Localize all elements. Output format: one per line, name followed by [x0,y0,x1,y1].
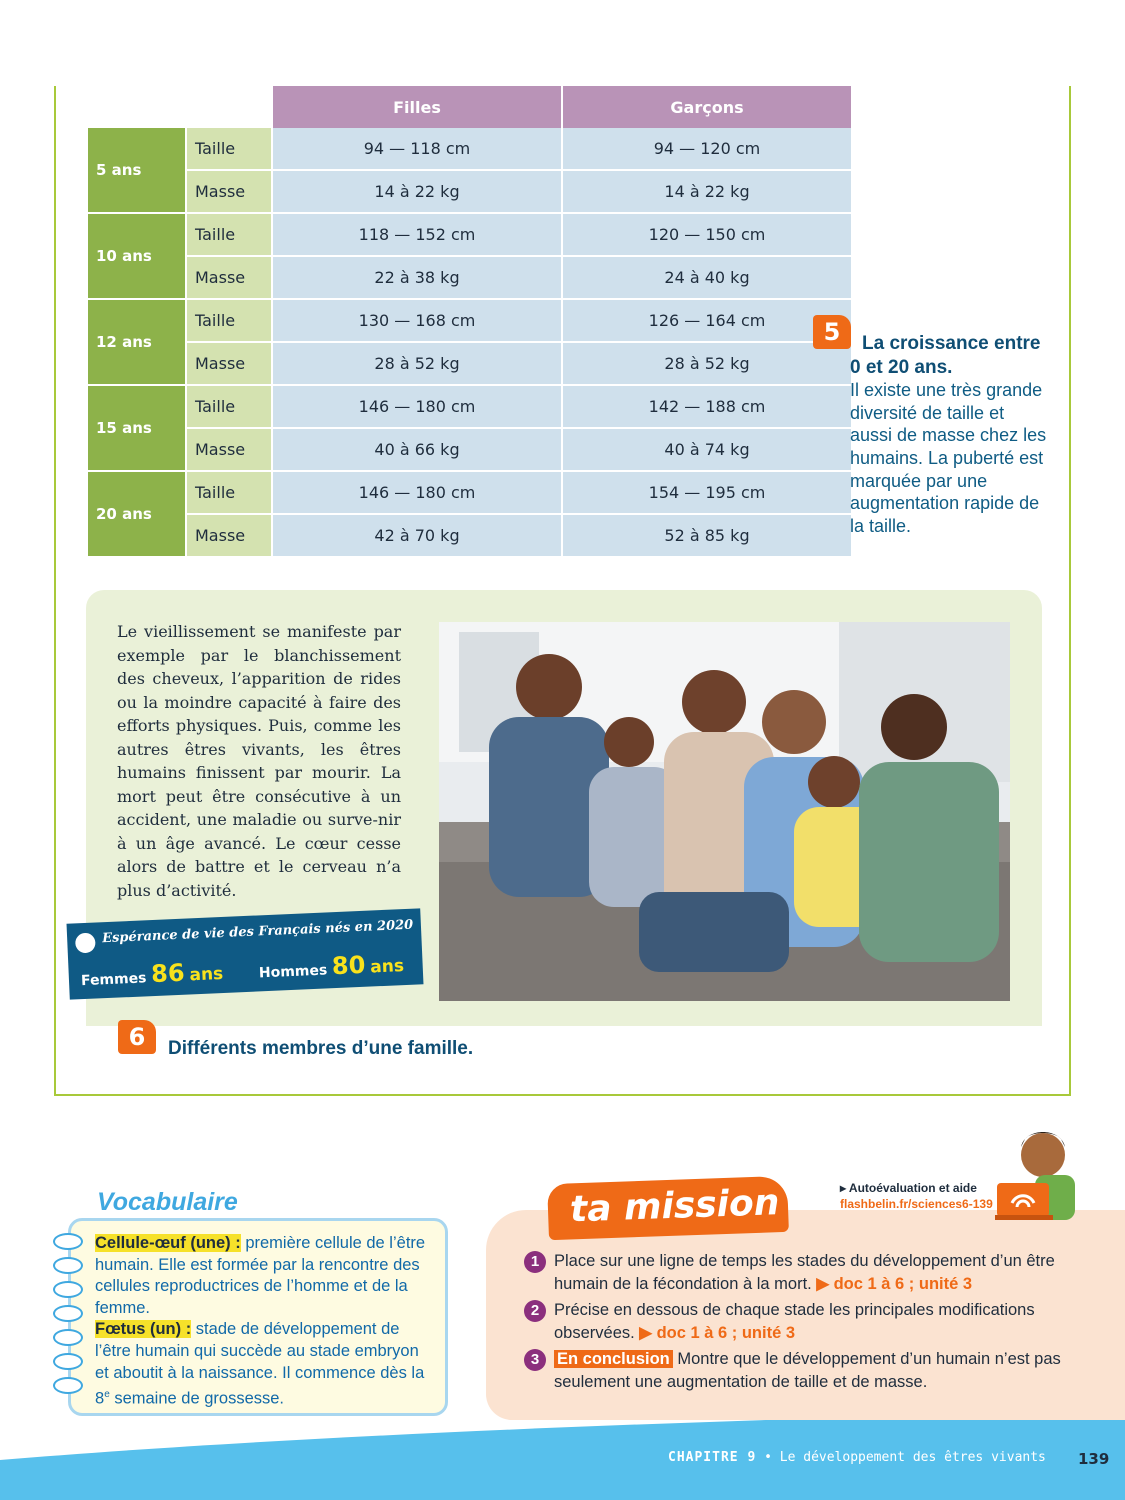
metric-label: Masse [187,429,271,472]
metric-label: Taille [187,214,271,257]
doc5-text: Il existe une très grande diversité de taille et aussi de masse chez les humains. La puberté est marquée par une augmentation rapide de la taille. [850,380,1047,536]
vocab-definition: première cellule de l’être humain. Elle est formée par la rencontre des cellules reproductrices de l’homme et de la femme. [95,1234,426,1317]
table-row [88,429,851,472]
mission-title-badge [547,1176,789,1240]
table-row [88,515,851,558]
growth-table [86,86,853,558]
value-cell: 120 — 150 cm [563,214,851,257]
value-cell: 42 à 70 kg [273,515,561,558]
metric-label: Masse [187,515,271,558]
vocab-term: Cellule-œuf (une) : [95,1234,241,1252]
women-unit: ans [189,963,224,986]
table-row [88,257,851,300]
doc-number-badge: 6 [118,1020,156,1054]
autoevaluation-label: ▸ Autoévaluation et aide [840,1181,977,1195]
vocab-box [68,1218,448,1416]
table-row [88,300,851,343]
mission-item-text: Précise en dessous de chaque stade les principales modifications observées. [554,1301,1035,1342]
value-cell: 94 — 120 cm [563,128,851,171]
autoevaluation [840,1180,993,1212]
footer-title: Le développement des êtres vivants [779,1450,1046,1465]
metric-label: Taille [187,300,271,343]
value-cell: 126 — 164 cm [563,300,851,343]
vocab-definition: stade de développement de l’être humain qui succède au stade embryon et aboutit à la naissance. Il commence dès la 8 [95,1320,425,1408]
men-unit: ans [369,956,405,978]
value-cell: 94 — 118 cm [273,128,561,171]
value-cell: 146 — 180 cm [273,472,561,515]
mission-item-number: 3 [524,1349,546,1371]
mission-item [524,1299,1084,1344]
metric-label: Masse [187,171,271,214]
mission-title: ta mission [569,1182,781,1231]
table-row [88,128,851,171]
value-cell: 40 à 66 kg [273,429,561,472]
doc-number-badge: 5 [813,315,851,349]
age-cell: 20 ans [88,472,185,558]
metric-label: Masse [187,343,271,386]
spiral-ring-icon [53,1305,83,1322]
value-cell: 24 à 40 kg [563,257,851,300]
age-cell: 5 ans [88,128,185,214]
metric-label: Taille [187,472,271,515]
vocab-entry [95,1233,431,1319]
doc6-caption: Différents membres d’une famille. [168,1038,474,1059]
metric-label: Masse [187,257,271,300]
mission-item-ref: ▶ doc 1 à 6 ; unité 3 [811,1274,973,1293]
value-cell: 52 à 85 kg [563,515,851,558]
spiral-ring-icon [53,1281,83,1298]
doc5-caption [850,332,1050,537]
women-label: Femmes [80,970,147,990]
table-row [88,171,851,214]
mission-list [524,1250,1084,1397]
vocab-term: Fœtus (un) : [95,1320,192,1339]
table-row [88,214,851,257]
mission-item-ref: ▶ doc 1 à 6 ; unité 3 [634,1323,796,1342]
family-photo [439,622,1010,1001]
spiral-ring-icon [53,1257,83,1274]
conclusion-tag: En conclusion [554,1350,673,1368]
header-girls: Filles [273,86,561,128]
value-cell: 142 — 188 cm [563,386,851,429]
header-boys: Garçons [563,86,851,128]
spiral-ring-icon [53,1353,83,1370]
mission-item-number: 2 [524,1300,546,1322]
value-cell: 28 à 52 kg [563,343,851,386]
vocab-definition-end: semaine de grossesse. [109,1389,285,1408]
value-cell: 40 à 74 kg [563,429,851,472]
value-cell: 28 à 52 kg [273,343,561,386]
spiral-ring-icon [53,1329,83,1346]
table-row [88,472,851,515]
mission-item-text: Place sur une ligne de temps les stades du développement d’un être humain de la fécondation à la mort. [554,1252,1055,1293]
spiral-ring-icon [53,1233,83,1250]
life-expectancy-banner [67,908,424,999]
footer-chapter: CHAPITRE 9 [668,1450,757,1465]
table-row [88,386,851,429]
vocab-sup: e [104,1389,110,1401]
bullet-icon [75,933,96,954]
table-row [88,343,851,386]
footer: CHAPITRE 9 • Le développement des êtres vivants [668,1450,1046,1465]
value-cell: 118 — 152 cm [273,214,561,257]
women-value: 86 [150,958,186,989]
value-cell: 14 à 22 kg [273,171,561,214]
vocab-entry [95,1319,431,1410]
spiral-ring-icon [53,1377,83,1394]
mission-item-number: 1 [524,1251,546,1273]
vocab-title: Vocabulaire [97,1188,238,1216]
value-cell: 146 — 180 cm [273,386,561,429]
aging-paragraph: Le vieillissement se manifeste par exemple par le blanchissement des cheveux, l’apparition de rides ou la moindre capacité à faire des efforts physiques. Puis, comme les autres êtres vivants, les êtres humains finissent par mourir. La mort peut être consécutive à un accident, une maladie ou surve-nir à un âge avancé. Le cœur cesse alors de battre et le cerveau n’a plus d’activité. [117,622,401,900]
age-cell: 10 ans [88,214,185,300]
value-cell: 130 — 168 cm [273,300,561,343]
metric-label: Taille [187,386,271,429]
mission-item [524,1250,1084,1295]
value-cell: 22 à 38 kg [273,257,561,300]
age-cell: 12 ans [88,300,185,386]
value-cell: 14 à 22 kg [563,171,851,214]
student-laptop-icon [995,1125,1090,1225]
mission-item-text: Montre que le développement d’un humain n’est pas seulement une augmentation de taille et de masse. [554,1350,1061,1391]
life-expectancy-title: Espérance de vie des Français nés en 2020 [101,917,414,947]
value-cell: 154 — 195 cm [563,472,851,515]
page-number: 139 [1078,1450,1110,1468]
men-label: Hommes [258,962,328,982]
age-cell: 15 ans [88,386,185,472]
doc5-title: La croissance entre 0 et 20 ans. [850,333,1041,378]
autoevaluation-link[interactable]: flashbelin.fr/sciences6-139 [840,1197,993,1211]
men-value: 80 [331,950,366,981]
metric-label: Taille [187,128,271,171]
mission-item [524,1348,1084,1393]
